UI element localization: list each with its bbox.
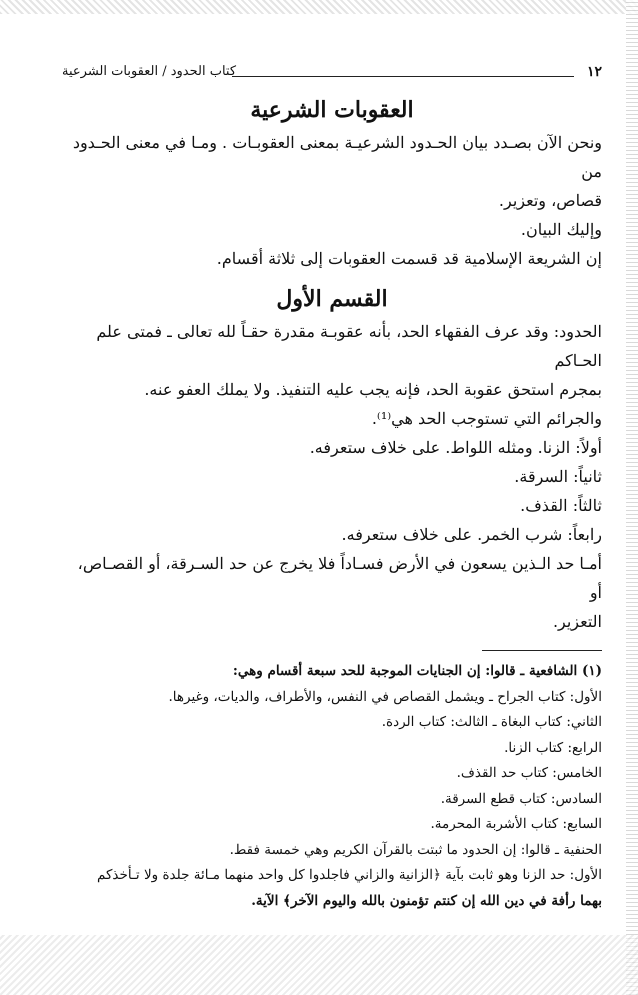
- section-title-first-part: القسم الأول: [276, 286, 388, 312]
- footnote-line: الأول: حد الزنا وهو ثابت بآية ﴿الزانية والزاني فاجلدوا كل واحد منهما مـائة جلدة ولا تـأخذكم: [97, 867, 602, 883]
- header-rule: [232, 76, 574, 77]
- paragraph-line: والجرائم التي تستوجب الحد هي⁽¹⁾.: [371, 409, 602, 428]
- footnote-line: الرابع: كتاب الزنا.: [504, 739, 602, 756]
- running-title: كتاب الحدود / العقوبات الشرعية: [62, 64, 237, 79]
- scan-edge-right: [626, 0, 638, 995]
- list-item: أولاً: الزنا. ومثله اللواط. على خلاف ستعرفه.: [309, 438, 602, 457]
- list-item: ثالثاً: القذف.: [520, 496, 602, 515]
- paragraph-line: أمـا حد الـذين يسعون في الأرض فسـاداً فلا يخرج عن حد السـرقة، أو القصـاص، أو: [77, 554, 602, 602]
- page-header: [62, 64, 602, 86]
- scan-edge-bottom: [0, 935, 638, 995]
- footnote-line: الخامس: كتاب حد القذف.: [456, 765, 602, 781]
- page-number: ١٢: [586, 64, 602, 80]
- scan-edge-top: [0, 0, 638, 14]
- paragraph-line: وإليك البيان.: [520, 220, 602, 239]
- list-item: ثانياً: السرقة.: [514, 467, 602, 486]
- footnote-line: السادس: كتاب قطع السرقة.: [440, 790, 602, 807]
- footnote-line: الثاني: كتاب البغاة ـ الثالث: كتاب الردة.: [381, 714, 602, 730]
- footnote: [62, 659, 602, 914]
- paragraph-line: التعزير.: [552, 612, 602, 631]
- section-title-penalties: العقوبات الشرعية: [250, 97, 414, 123]
- page-content: [62, 92, 602, 914]
- paragraph-line: بمجرم استحق عقوبة الحد، فإنه يجب عليه التنفيذ. ولا يملك العفو عنه.: [144, 380, 602, 399]
- section-body-first-part: [62, 317, 602, 636]
- paragraph-line: إن الشريعة الإسلامية قد قسمت العقوبات إلى ثلاثة أقسام.: [216, 249, 602, 268]
- paragraph-line: قصاص، وتعزير.: [498, 191, 602, 210]
- paragraph-line: الحدود: وقد عرف الفقهاء الحد، بأنه عقوبـة مقدرة حقـاً لله تعالى ـ فمتى علم الحـاكم: [96, 322, 602, 370]
- footnote-line: (١) الشافعية ـ قالوا: إن الجنايات الموجبة للحد سبعة أقسام وهي:: [232, 663, 602, 679]
- footnote-line: السابع: كتاب الأشربة المحرمة.: [430, 816, 602, 832]
- section-body-penalties: [62, 128, 602, 273]
- list-item: رابعاً: شرب الخمر. على خلاف ستعرفه.: [341, 525, 602, 544]
- footnote-line: الحنفية ـ قالوا: إن الحدود ما ثبتت بالقرآن الكريم وهي خمسة فقط.: [229, 841, 602, 858]
- footnote-line: بهما رأفة في دين الله إن كنتم تؤمنون بالله واليوم الآخر﴾ الآية.: [251, 892, 602, 909]
- paragraph-line: ونحن الآن بصـدد بيان الحـدود الشرعيـة بمعنى العقوبـات . ومـا في معنى الحـدود من: [72, 133, 602, 181]
- footnote-rule: [482, 650, 602, 651]
- footnote-line: الأول: كتاب الجراح ـ ويشمل القصاص في النفس، والأطراف، والديات، وغيرها.: [168, 688, 602, 705]
